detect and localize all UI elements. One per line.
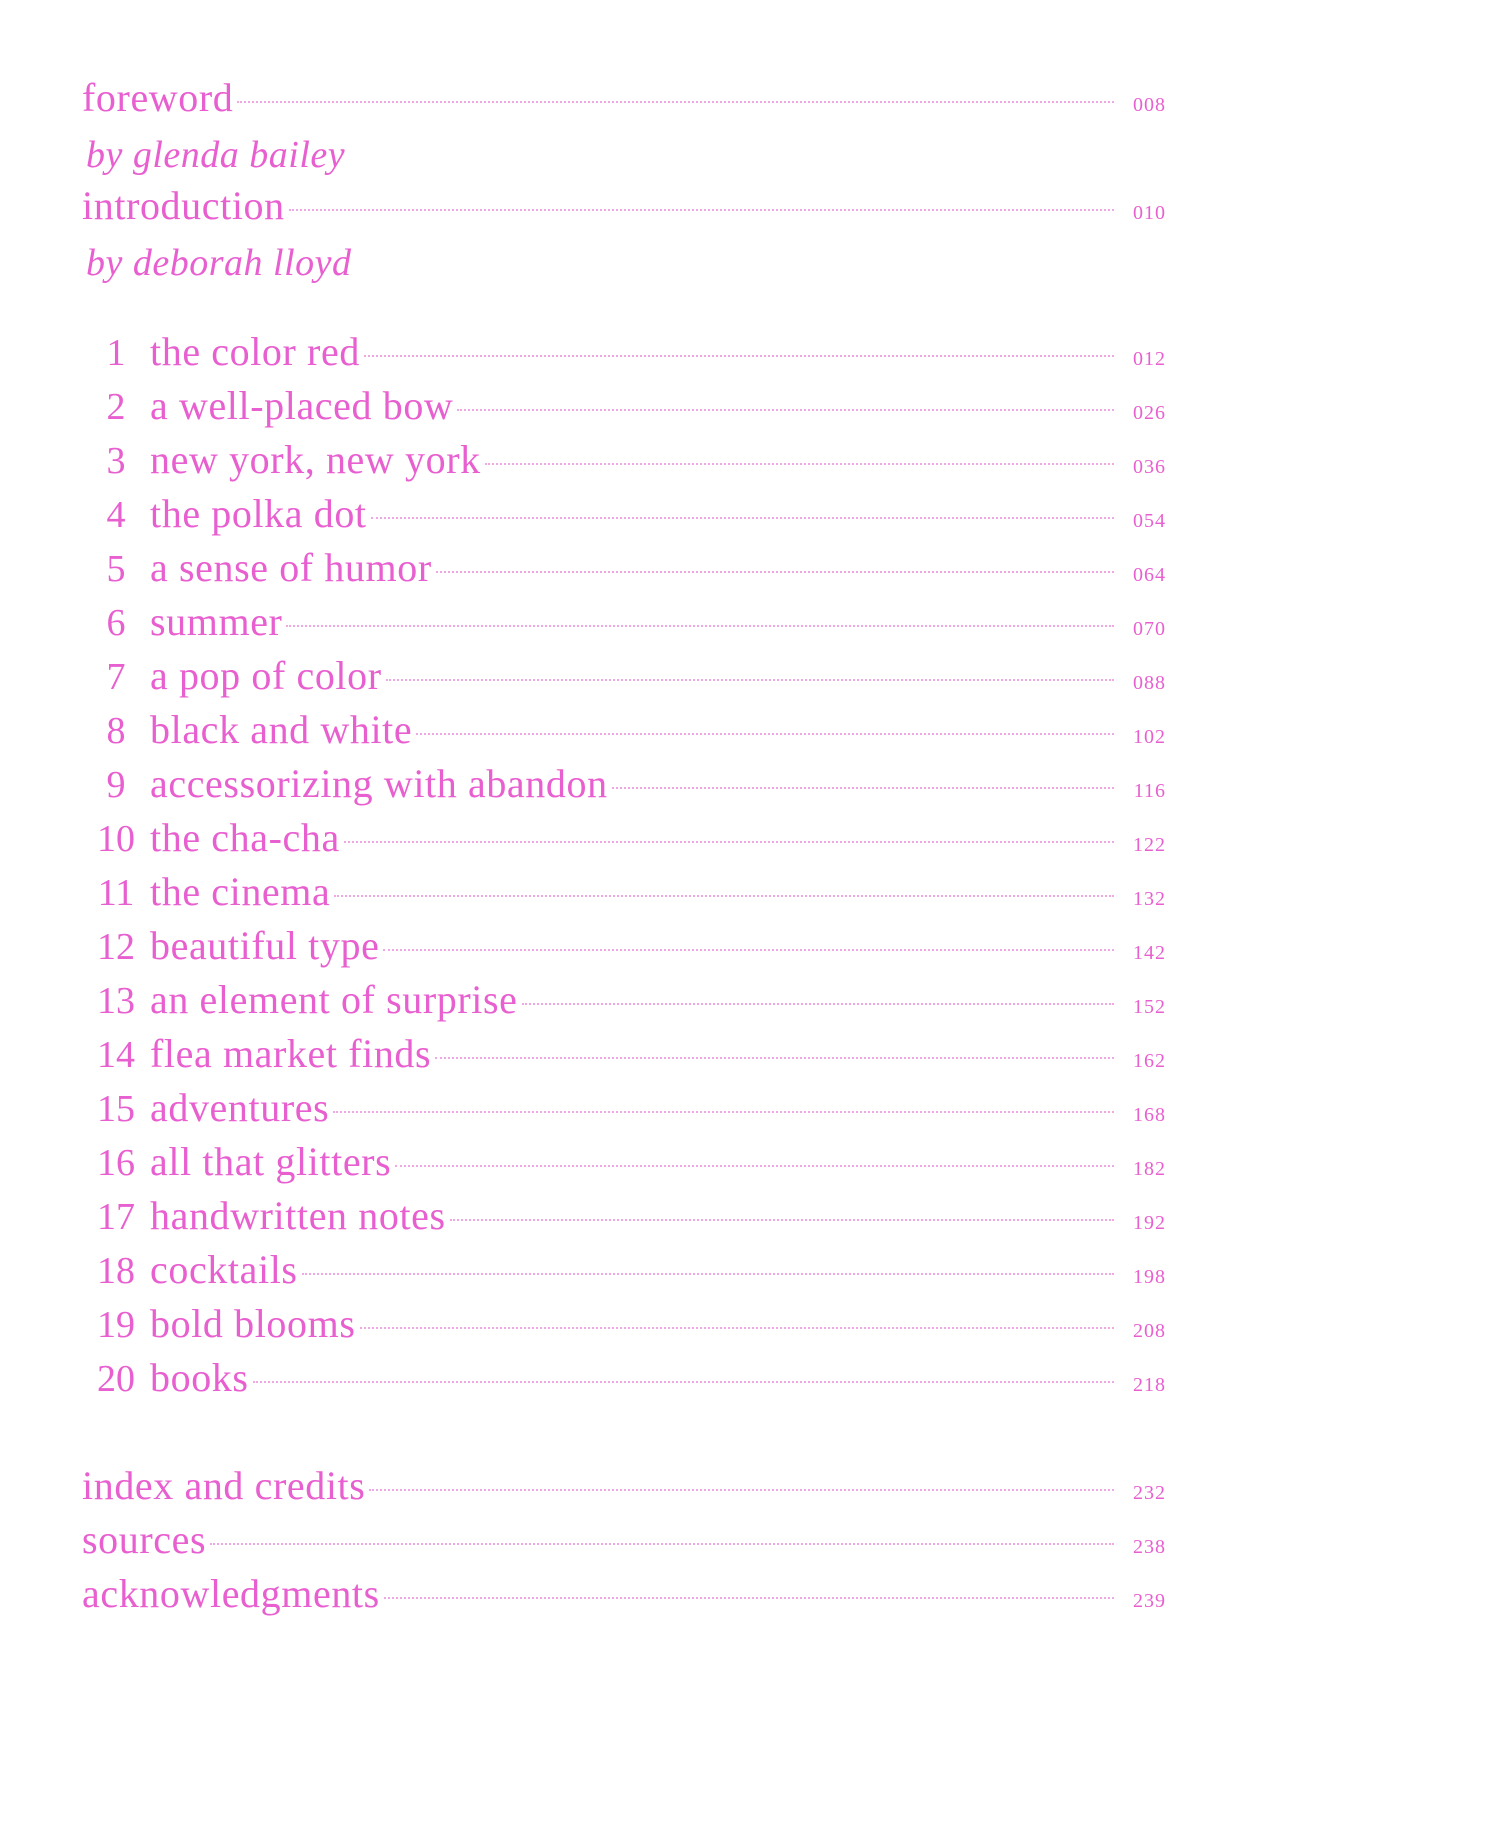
toc-entry-chapter[interactable] [82,1246,1166,1300]
toc-entry-introduction[interactable] [82,182,1166,236]
dot-leader [386,679,1114,681]
dot-leader [612,787,1114,789]
dot-leader [457,409,1114,411]
entry-byline: by glenda bailey [86,134,346,176]
page-number: 152 [1133,996,1166,1018]
page-number: 238 [1133,1536,1166,1558]
toc-entry-chapter[interactable] [82,1138,1166,1192]
chapter-title: the cinema [150,869,331,914]
page-number: 064 [1133,564,1166,586]
chapter-title: the cha-cha [150,815,340,860]
chapter-number: 9 [106,764,126,806]
chapter-number: 7 [106,656,126,698]
table-of-contents [82,74,1166,1624]
page-number: 218 [1133,1374,1166,1396]
chapter-number: 16 [97,1142,135,1184]
page-number: 010 [1133,202,1166,224]
toc-entry-chapter[interactable] [82,814,1166,868]
toc-entry-chapter[interactable] [82,598,1166,652]
chapter-number: 18 [97,1250,135,1292]
chapter-title: beautiful type [150,923,380,968]
chapter-number: 13 [97,980,135,1022]
entry-title: foreword [82,75,234,120]
chapter-title: a well-placed bow [150,383,454,428]
chapter-title: the color red [150,329,360,374]
page-number: 102 [1133,726,1166,748]
chapter-number: 6 [106,602,126,644]
chapter-number: 3 [106,440,126,482]
dot-leader [302,1273,1114,1275]
toc-entry-chapter[interactable] [82,544,1166,598]
page-number: 070 [1133,618,1166,640]
toc-entry-chapter[interactable] [82,652,1166,706]
chapter-title: accessorizing with abandon [150,761,608,806]
page-number: 198 [1133,1266,1166,1288]
chapter-number: 14 [97,1034,135,1076]
toc-entry-chapter[interactable] [82,706,1166,760]
chapter-title: flea market finds [150,1031,432,1076]
chapter-number: 2 [106,386,126,428]
toc-entry-chapter[interactable] [82,1192,1166,1246]
chapter-title: a sense of humor [150,545,432,590]
chapter-number: 17 [97,1196,135,1238]
toc-entry-sources[interactable] [82,1516,1166,1570]
page-number: 008 [1133,94,1166,116]
page-number: 036 [1133,456,1166,478]
dot-leader [369,1489,1114,1491]
toc-entry-chapter[interactable] [82,436,1166,490]
dot-leader [344,841,1114,843]
dot-leader [210,1543,1114,1545]
chapter-title: cocktails [150,1247,298,1292]
dot-leader [485,463,1114,465]
chapter-title: handwritten notes [150,1193,446,1238]
page-number: 026 [1133,402,1166,424]
dot-leader [371,517,1114,519]
chapter-title: new york, new york [150,437,481,482]
dot-leader [289,209,1114,211]
entry-byline: by deborah lloyd [86,242,352,284]
chapter-title: black and white [150,707,413,752]
chapter-title: all that glitters [150,1139,392,1184]
dot-leader [450,1219,1114,1221]
page-number: 142 [1133,942,1166,964]
page-number: 012 [1133,348,1166,370]
dot-leader [383,949,1114,951]
chapter-title: books [150,1355,249,1400]
chapter-title: adventures [150,1085,330,1130]
page-number: 182 [1133,1158,1166,1180]
dot-leader [384,1597,1114,1599]
chapter-number: 11 [97,872,135,914]
toc-entry-chapter[interactable] [82,1030,1166,1084]
toc-entry-index-and-credits[interactable] [82,1462,1166,1516]
toc-entry-chapter[interactable] [82,976,1166,1030]
toc-entry-chapter[interactable] [82,1300,1166,1354]
chapter-number: 5 [106,548,126,590]
toc-entry-foreword[interactable] [82,74,1166,128]
chapter-title: bold blooms [150,1301,356,1346]
page-number: 122 [1133,834,1166,856]
dot-leader [360,1327,1114,1329]
page-number: 239 [1133,1590,1166,1612]
page-number: 232 [1133,1482,1166,1504]
chapter-number: 4 [106,494,126,536]
entry-title: sources [82,1517,207,1562]
dot-leader [435,1057,1114,1059]
toc-entry-chapter[interactable] [82,922,1166,976]
toc-entry-chapter[interactable] [82,868,1166,922]
dot-leader [395,1165,1114,1167]
chapter-title: an element of surprise [150,977,518,1022]
section-gap [82,1408,1166,1462]
page-number: 132 [1133,888,1166,910]
dot-leader [237,101,1114,103]
toc-entry-chapter[interactable] [82,1354,1166,1408]
dot-leader [364,355,1114,357]
toc-entry-chapter[interactable] [82,490,1166,544]
dot-leader [334,895,1114,897]
section-gap [82,290,1166,328]
toc-entry-acknowledgments[interactable] [82,1570,1166,1624]
dot-leader [522,1003,1114,1005]
chapter-number: 20 [97,1358,135,1400]
page-number: 208 [1133,1320,1166,1342]
chapter-number: 10 [97,818,135,860]
toc-entry-chapter[interactable] [82,760,1166,814]
chapter-title: summer [150,599,283,644]
page-number: 168 [1133,1104,1166,1126]
chapter-title: the polka dot [150,491,367,536]
page-number: 088 [1133,672,1166,694]
chapter-number: 12 [97,926,135,968]
dot-leader [253,1381,1114,1383]
toc-entry-chapter[interactable] [82,1084,1166,1138]
page-number: 054 [1133,510,1166,532]
dot-leader [286,625,1114,627]
chapter-number: 15 [97,1088,135,1130]
chapter-number: 8 [106,710,126,752]
dot-leader [333,1111,1114,1113]
chapter-number: 19 [97,1304,135,1346]
page-number: 162 [1133,1050,1166,1072]
chapter-number: 1 [106,332,126,374]
toc-entry-chapter[interactable] [82,328,1166,382]
dot-leader [436,571,1114,573]
page-number: 116 [1133,780,1166,802]
chapter-title: a pop of color [150,653,382,698]
entry-title: introduction [82,183,285,228]
toc-entry-chapter[interactable] [82,382,1166,436]
entry-title: acknowledgments [82,1571,380,1616]
page-number: 192 [1133,1212,1166,1234]
dot-leader [416,733,1114,735]
entry-title: index and credits [82,1463,366,1508]
